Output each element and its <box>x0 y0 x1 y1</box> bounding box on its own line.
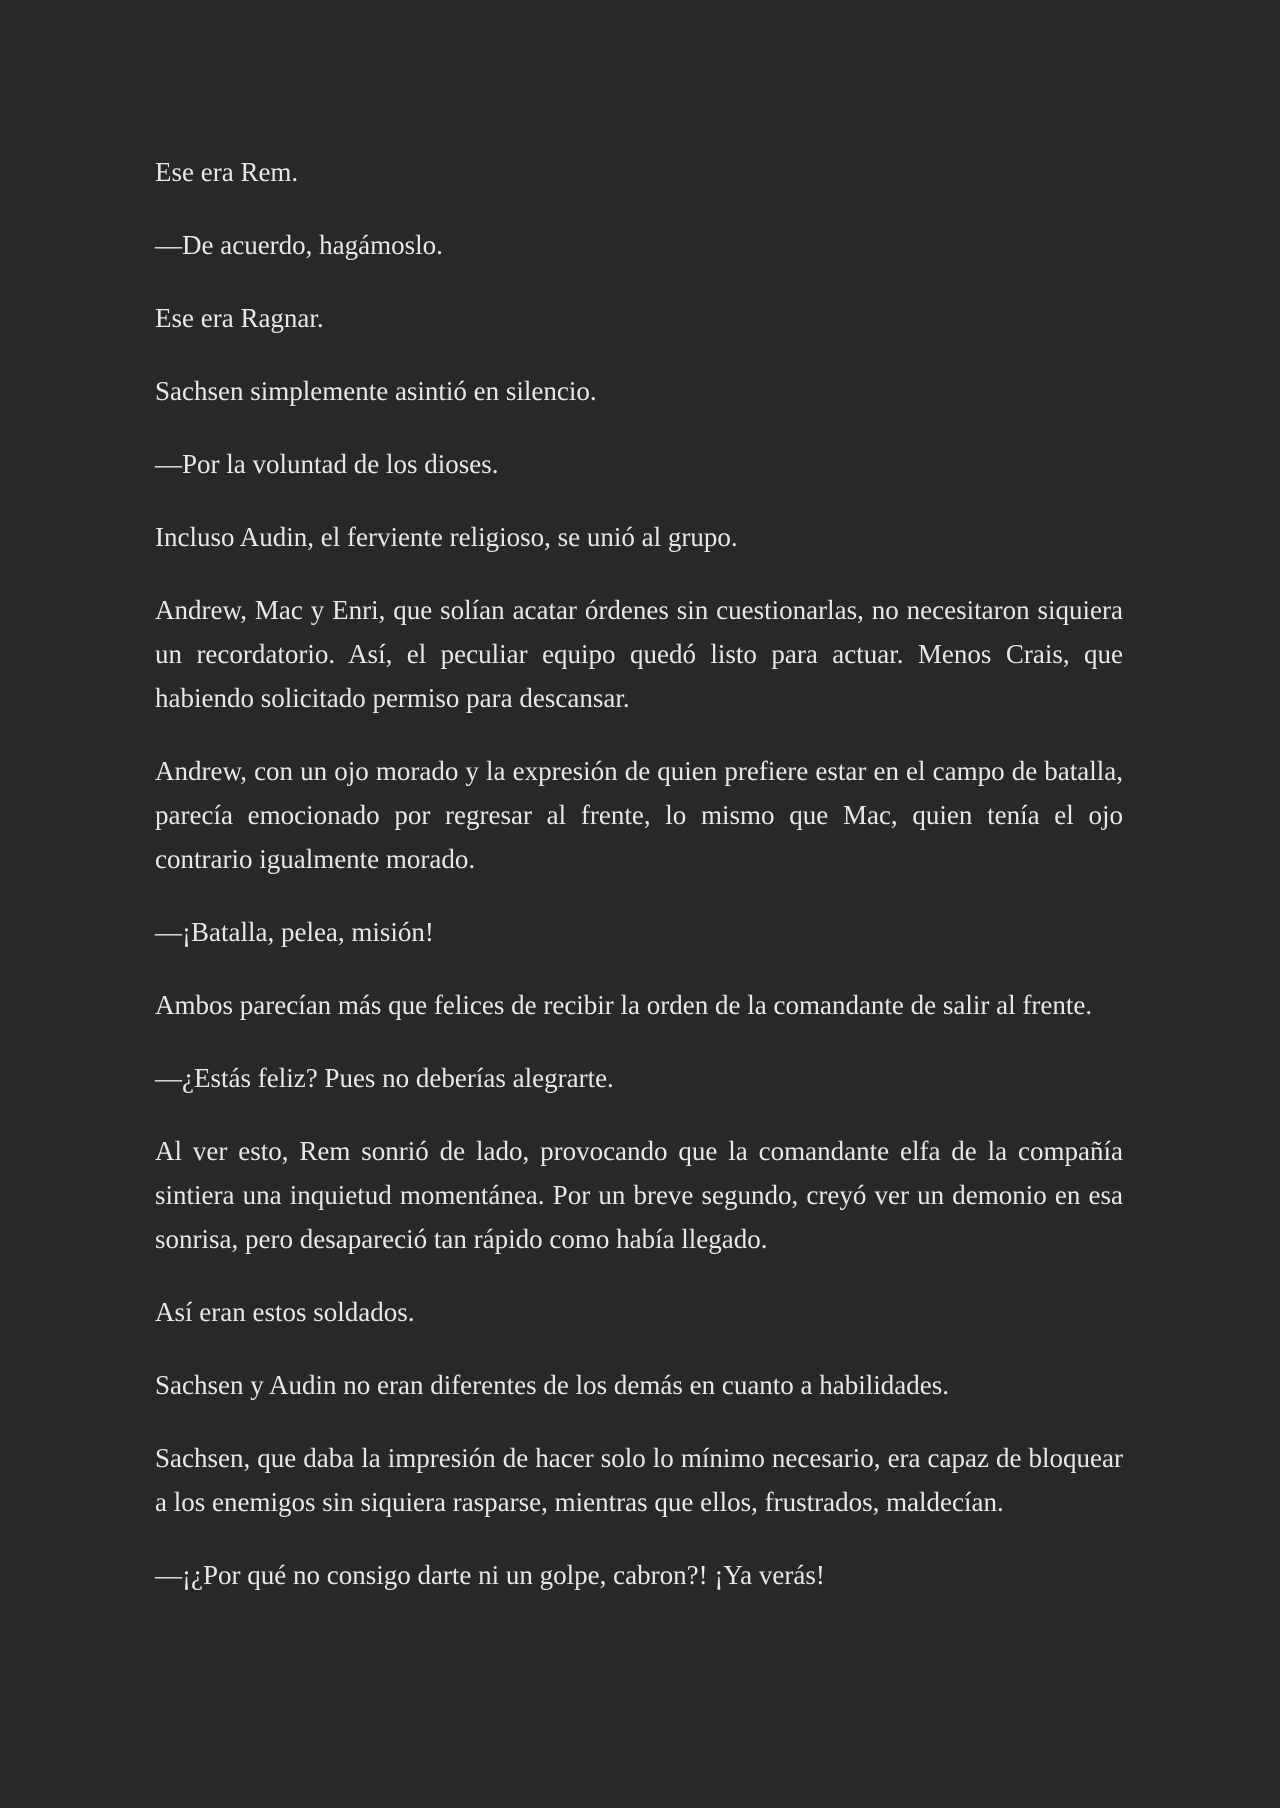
document-body <box>155 150 1123 1626</box>
paragraph: Ese era Rem. <box>155 157 299 187</box>
paragraph: Sachsen, que daba la impresión de hacer solo lo mínimo necesario, era capaz de bloquear a los enemigos sin siquiera rasparse, mientras que ellos, frustrados, maldecían. <box>155 1443 1123 1517</box>
paragraph: Andrew, con un ojo morado y la expresión de quien prefiere estar en el campo de batalla, parecía emocionado por regresar al frente, lo mismo que Mac, quien tenía el ojo contrario igualmente morado. <box>155 756 1123 874</box>
paragraph: Ese era Ragnar. <box>155 303 324 333</box>
paragraph: Al ver esto, Rem sonrió de lado, provocando que la comandante elfa de la compañía sintiera una inquietud momentánea. Por un breve segundo, creyó ver un demonio en esa sonrisa, pero desapareció tan rápido como había llegado. <box>155 1136 1123 1254</box>
paragraph: —De acuerdo, hagámoslo. <box>155 230 443 260</box>
paragraph: Así eran estos soldados. <box>155 1297 415 1327</box>
paragraph: —Por la voluntad de los dioses. <box>155 449 499 479</box>
paragraph: Andrew, Mac y Enri, que solían acatar órdenes sin cuestionarlas, no necesitaron siquiera un recordatorio. Así, el peculiar equipo quedó listo para actuar. Menos Crais, que habiendo solicitado permiso para descansar. <box>155 595 1123 713</box>
paragraph: —¡¿Por qué no consigo darte ni un golpe, cabron?! ¡Ya verás! <box>155 1560 825 1590</box>
paragraph: Sachsen y Audin no eran diferentes de los demás en cuanto a habilidades. <box>155 1370 950 1400</box>
paragraph: Incluso Audin, el ferviente religioso, se unió al grupo. <box>155 522 738 552</box>
paragraph: Sachsen simplemente asintió en silencio. <box>155 376 597 406</box>
paragraph: —¡Batalla, pelea, misión! <box>155 917 434 947</box>
paragraph: Ambos parecían más que felices de recibir la orden de la comandante de salir al frente. <box>155 990 1093 1020</box>
paragraph: —¿Estás feliz? Pues no deberías alegrarte. <box>155 1063 614 1093</box>
